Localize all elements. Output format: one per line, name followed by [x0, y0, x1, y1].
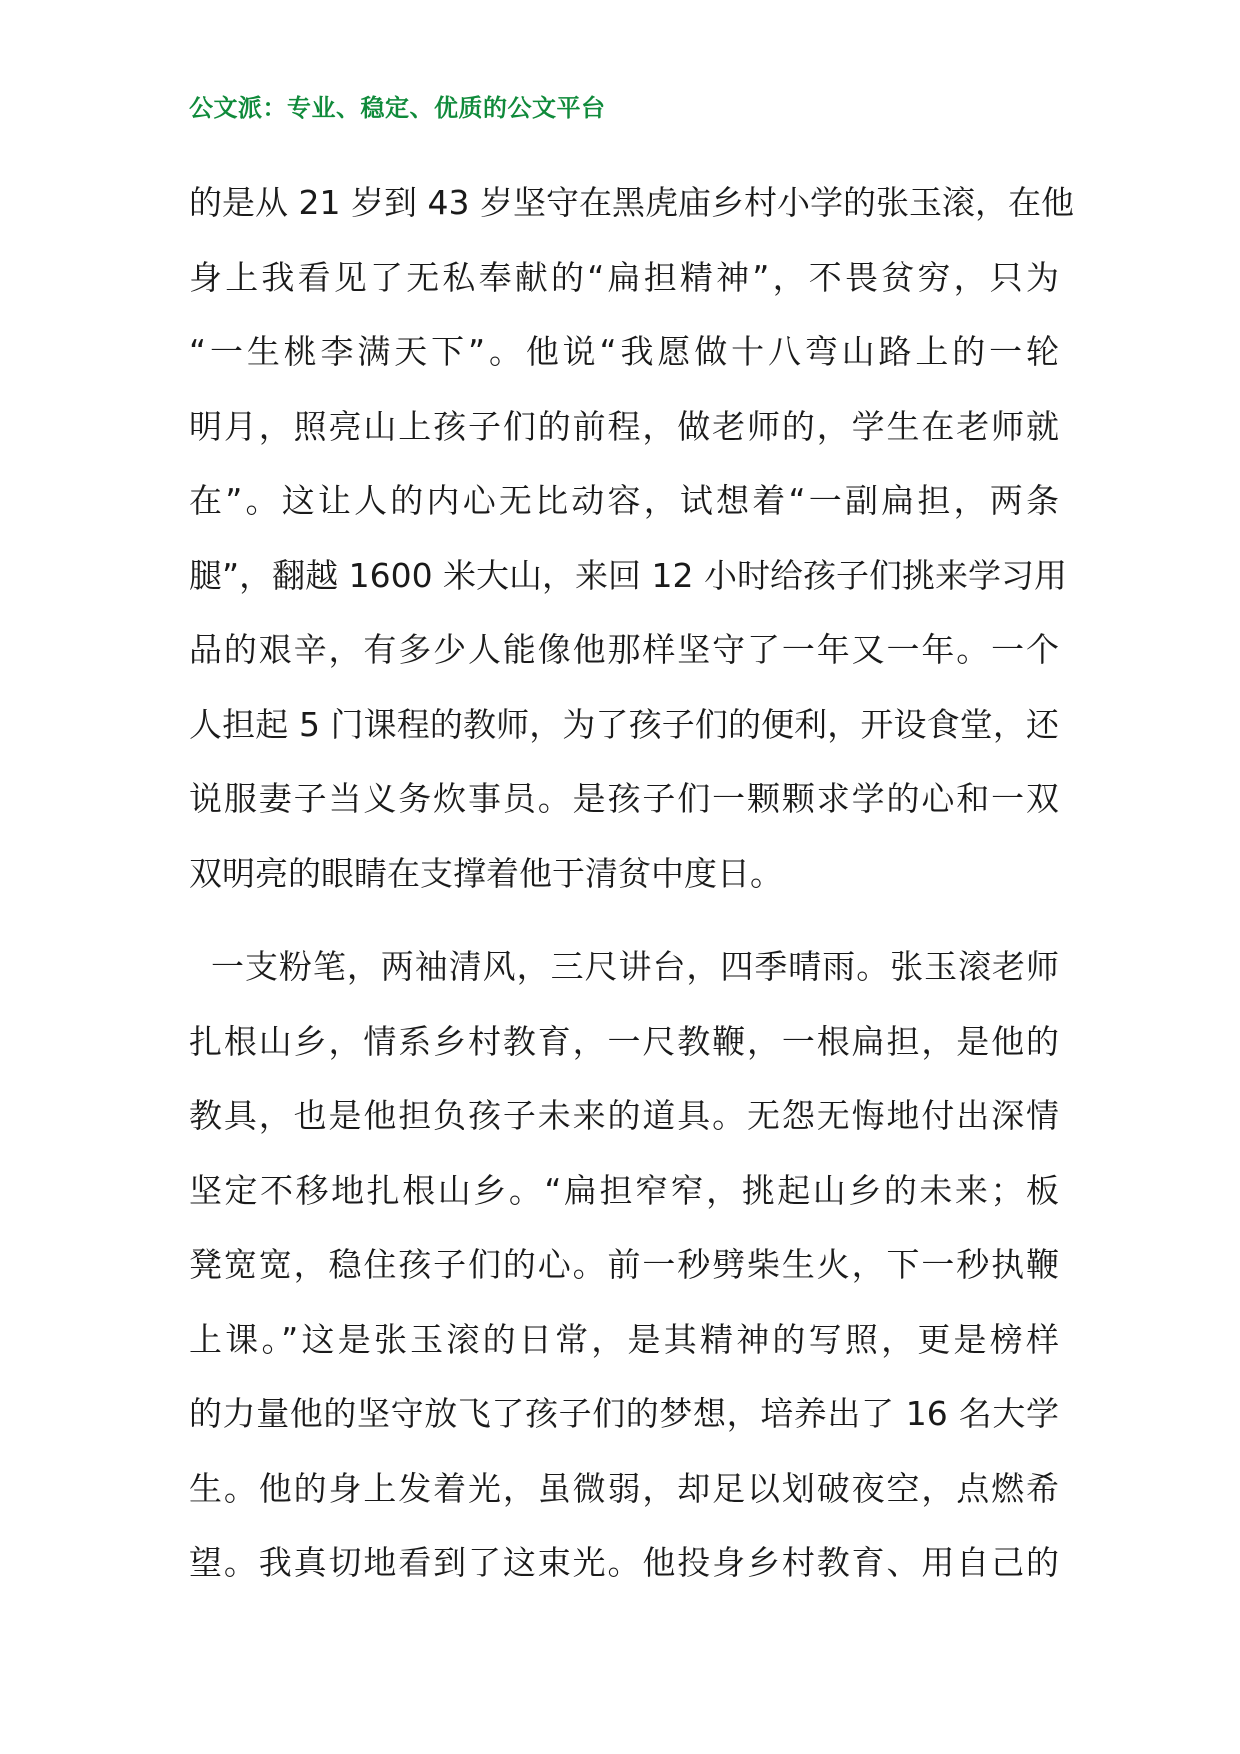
- text-line: 教具，也是他担负孩子未来的道具。无怨无悔地付出深情: [189, 1096, 1059, 1135]
- text-line: 身上我看见了无私奉献的“扁担精神”，不畏贫穷，只为: [189, 257, 1059, 297]
- document-body: [189, 166, 1074, 1601]
- text-line: 人担起 5 门课程的教师，为了孩子们的便利，开设食堂，还: [189, 704, 1059, 744]
- text-line: 一支粉笔，两袖清风，三尺讲台，四季晴雨。张玉滚老师: [211, 947, 1059, 986]
- text-line: 望。我真切地看到了这束光。他投身乡村教育、用自己的: [189, 1543, 1059, 1582]
- text-line: 坚定不移地扎根山乡。“扁担窄窄，挑起山乡的未来；板: [189, 1170, 1059, 1210]
- text-line: 凳宽宽，稳住孩子们的心。前一秒劈柴生火，下一秒执鞭: [189, 1245, 1059, 1284]
- text-line: 生。他的身上发着光，虽微弱，却足以划破夜空，点燃希: [189, 1468, 1059, 1508]
- text-line: 的是从 21 岁到 43 岁坚守在黑虎庙乡村小学的张玉滚，在他: [189, 183, 1074, 222]
- page-header: 公文派：专业、稳定、优质的公文平台: [189, 94, 606, 122]
- text-line: 的力量他的坚守放飞了孩子们的梦想，培养出了 16 名大学: [189, 1394, 1059, 1433]
- text-line: 扎根山乡，情系乡村教育，一尺教鞭，一根扁担，是他的: [189, 1021, 1059, 1061]
- text-line: “一生桃李满天下”。他说“我愿做十八弯山路上的一轮: [189, 332, 1059, 371]
- text-line: 上课。”这是张玉滚的日常，是其精神的写照，更是榜样: [189, 1319, 1059, 1359]
- text-line: 品的艰辛，有多少人能像他那样坚守了一年又一年。一个: [189, 630, 1059, 669]
- paragraph-2: [189, 930, 1059, 1601]
- text-line: 明月，照亮山上孩子们的前程，做老师的，学生在老师就: [189, 406, 1059, 446]
- text-line: 说服妻子当义务炊事员。是孩子们一颗颗求学的心和一双: [189, 779, 1059, 818]
- text-line: 双明亮的眼睛在支撑着他于清贫中度日。: [189, 853, 783, 893]
- text-line: 腿”，翻越 1600 米大山，来回 12 小时给孩子们挑来学习用: [189, 555, 1068, 595]
- paragraph-1: [189, 166, 1074, 911]
- text-line: 在”。这让人的内心无比动容，试想着“一副扁担，两条: [189, 481, 1059, 520]
- paragraph-spacer: [189, 911, 1059, 930]
